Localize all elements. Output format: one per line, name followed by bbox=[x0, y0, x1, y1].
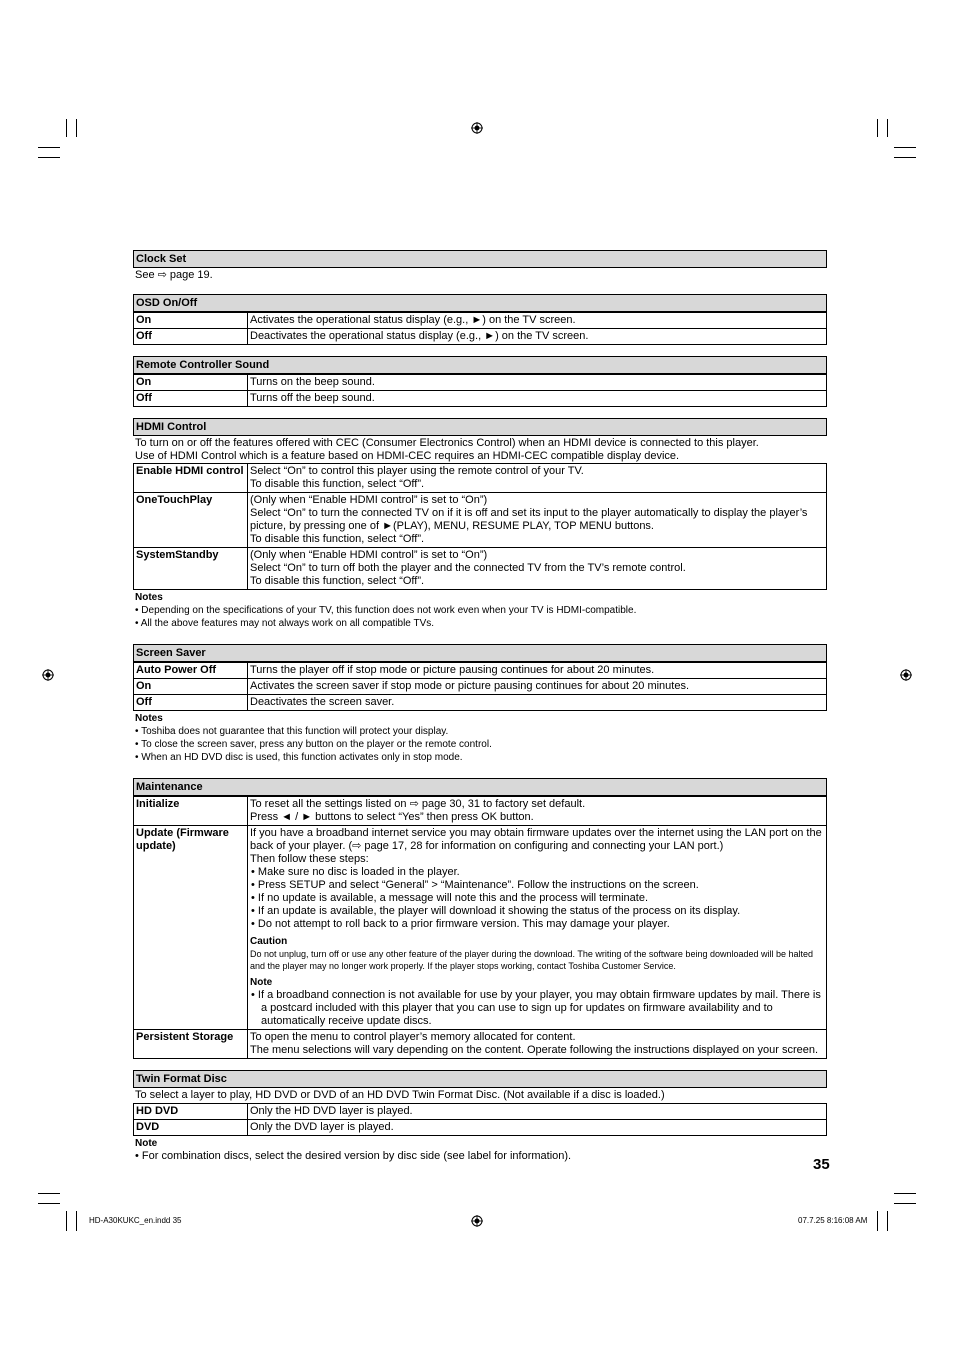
crop-mark bbox=[76, 1211, 77, 1231]
table-row bbox=[134, 695, 827, 711]
desc-line: The menu selections will vary depending on the content. Operate following the instructions displayed on your screen. bbox=[250, 1044, 819, 1056]
table-row bbox=[134, 329, 827, 345]
clock-set-reference: See ⇨ page 19. bbox=[135, 269, 213, 281]
option-key: On bbox=[134, 313, 248, 329]
registration-mark-icon bbox=[471, 1215, 483, 1227]
desc-line: To disable this function, select “Off”. bbox=[250, 478, 425, 490]
crop-mark bbox=[76, 119, 77, 137]
option-key: DVD bbox=[134, 1120, 248, 1136]
option-key: Auto Power Off bbox=[134, 663, 248, 679]
step-item: • If an update is available, the player will download it showing the status of the process on its display. bbox=[251, 905, 741, 917]
option-desc bbox=[248, 826, 827, 1030]
option-desc: Deactivates the screen saver. bbox=[248, 695, 827, 711]
caution-text: Do not unplug, turn off or use any other feature of the player during the download. The writing of the software being downloaded will be halted and the player may no longer work properly. If the player stops working, contact Toshiba Customer Service. bbox=[250, 949, 814, 971]
desc-line: Select “On” to control this player using the remote control of your TV. bbox=[250, 465, 584, 477]
crop-mark bbox=[894, 1203, 916, 1204]
option-key: Update (Firmware update) bbox=[134, 826, 248, 1030]
osd-header: OSD On/Off bbox=[133, 294, 827, 312]
crop-mark bbox=[894, 147, 916, 148]
table-row bbox=[134, 679, 827, 695]
table-row bbox=[134, 313, 827, 329]
screen-saver-header: Screen Saver bbox=[133, 644, 827, 662]
note-item: • For combination discs, select the desired version by disc side (see label for information). bbox=[135, 1150, 572, 1162]
table-row bbox=[134, 1120, 827, 1136]
maintenance-header: Maintenance bbox=[133, 778, 827, 796]
note-item: • If a broadband connection is not available for use by your player, you may obtain firmware updates by mail. There is a postcard included with this player that you can use to sign up for updates on firmware availability and to automatically receive update discs. bbox=[251, 989, 821, 1027]
option-key: HD DVD bbox=[134, 1104, 248, 1120]
desc-line: Select “On” to turn the connected TV on if it is off and set its input to the player automatically to display the player’s picture, by pressing one of ►(PLAY), MENU, RESUME PLAY, TOP MENU buttons. bbox=[250, 507, 808, 532]
crop-mark bbox=[66, 119, 67, 137]
remote-sound-table bbox=[133, 374, 827, 407]
option-desc bbox=[248, 1030, 827, 1059]
crop-mark bbox=[38, 147, 60, 148]
caution-title: Caution bbox=[250, 936, 288, 947]
hdmi-intro-line: Use of HDMI Control which is a feature based on HDMI-CEC requires an HDMI-CEC compatible display device. bbox=[135, 450, 680, 462]
option-desc: Turns the player off if stop mode or picture pausing continues for about 20 minutes. bbox=[248, 663, 827, 679]
screen-saver-section bbox=[133, 644, 827, 764]
option-key: Enable HDMI control bbox=[134, 464, 248, 493]
desc-line: If you have a broadband internet service you may obtain firmware updates over the internet using the LAN port on the back of your player. (⇨ page 17, 28 for information on configuring and connecting your LAN port.) bbox=[250, 827, 822, 852]
step-item: • Make sure no disc is loaded in the player. bbox=[251, 866, 460, 878]
crop-mark bbox=[887, 119, 888, 137]
step-item: • If no update is available, a message will note this and the process will terminate. bbox=[251, 892, 649, 904]
osd-section bbox=[133, 294, 827, 345]
option-desc: Deactivates the operational status display (e.g., ►) on the TV screen. bbox=[248, 329, 827, 345]
option-desc bbox=[248, 797, 827, 826]
table-row bbox=[134, 464, 827, 493]
option-key: Off bbox=[134, 329, 248, 345]
option-desc: Activates the screen saver if stop mode or picture pausing continues for about 20 minutes. bbox=[248, 679, 827, 695]
note-item: • All the above features may not always work on all compatible TVs. bbox=[135, 618, 435, 629]
clock-set-section bbox=[133, 250, 827, 283]
desc-line: Then follow these steps: bbox=[250, 853, 369, 865]
osd-table bbox=[133, 312, 827, 345]
option-key: OneTouchPlay bbox=[134, 493, 248, 548]
option-key: SystemStandby bbox=[134, 548, 248, 590]
hdmi-table bbox=[133, 463, 827, 590]
twin-format-header: Twin Format Disc bbox=[133, 1070, 827, 1088]
crop-mark bbox=[877, 1211, 878, 1231]
table-row bbox=[134, 1030, 827, 1059]
desc-line: To open the menu to control player’s memory allocated for content. bbox=[250, 1031, 576, 1043]
option-desc bbox=[248, 464, 827, 493]
remote-sound-header: Remote Controller Sound bbox=[133, 356, 827, 374]
note-item: • Toshiba does not guarantee that this function will protect your display. bbox=[135, 726, 449, 737]
desc-line: (Only when “Enable HDMI control” is set to “On”) bbox=[250, 549, 488, 561]
step-item: • Press SETUP and select “General” > “Maintenance”. Follow the instructions on the screen. bbox=[251, 879, 699, 891]
table-row bbox=[134, 797, 827, 826]
desc-line: Press ◄ / ► buttons to select “Yes” then press OK button. bbox=[250, 811, 534, 823]
crop-mark bbox=[38, 157, 60, 158]
hdmi-intro-line: To turn on or off the features offered with CEC (Consumer Electronics Control) when an HDMI device is connected to this player. bbox=[135, 437, 759, 449]
twin-format-intro: To select a layer to play, HD DVD or DVD of an HD DVD Twin Format Disc. (Not available if a disc is loaded.) bbox=[135, 1089, 665, 1101]
table-row bbox=[134, 663, 827, 679]
registration-mark-icon bbox=[42, 669, 54, 681]
crop-mark bbox=[894, 1193, 916, 1194]
desc-line: To disable this function, select “Off”. bbox=[250, 533, 425, 545]
notes-title: Notes bbox=[135, 713, 163, 724]
table-row bbox=[134, 548, 827, 590]
remote-sound-section bbox=[133, 356, 827, 407]
twin-format-section bbox=[133, 1070, 827, 1163]
crop-mark bbox=[894, 157, 916, 158]
note-title: Note bbox=[250, 977, 273, 988]
hdmi-control-header: HDMI Control bbox=[133, 418, 827, 436]
table-row bbox=[134, 493, 827, 548]
option-desc: Activates the operational status display (e.g., ►) on the TV screen. bbox=[248, 313, 827, 329]
table-row bbox=[134, 375, 827, 391]
desc-line: To reset all the settings listed on ⇨ page 30, 31 to factory set default. bbox=[250, 798, 586, 810]
maintenance-table bbox=[133, 796, 827, 1059]
hdmi-intro bbox=[133, 436, 827, 463]
table-row bbox=[134, 1104, 827, 1120]
hdmi-control-section bbox=[133, 418, 827, 630]
desc-line: Select “On” to turn off both the player and the connected TV from the TV’s remote control. bbox=[250, 562, 686, 574]
footer-filename: HD-A30KUKC_en.indd 35 bbox=[89, 1216, 182, 1225]
crop-mark bbox=[887, 1211, 888, 1231]
page-number: 35 bbox=[813, 1156, 830, 1173]
notes-title: Notes bbox=[135, 592, 163, 603]
option-key: Off bbox=[134, 695, 248, 711]
settings-content bbox=[133, 250, 827, 1174]
option-desc: Only the DVD layer is played. bbox=[248, 1120, 827, 1136]
note-title: Note bbox=[135, 1138, 158, 1149]
crop-mark bbox=[38, 1203, 60, 1204]
crop-mark bbox=[66, 1211, 67, 1231]
table-row bbox=[134, 391, 827, 407]
note-item: • When an HD DVD disc is used, this function activates only in stop mode. bbox=[135, 752, 463, 763]
crop-mark bbox=[877, 119, 878, 137]
option-key: Persistent Storage bbox=[134, 1030, 248, 1059]
crop-mark bbox=[38, 1193, 60, 1194]
step-item: • Do not attempt to roll back to a prior firmware version. This may damage your player. bbox=[251, 918, 670, 930]
screen-saver-table bbox=[133, 662, 827, 711]
option-desc bbox=[248, 493, 827, 548]
registration-mark-icon bbox=[900, 669, 912, 681]
option-desc bbox=[248, 548, 827, 590]
option-key: On bbox=[134, 679, 248, 695]
note-item: • Depending on the specifications of your TV, this function does not work even when your TV is HDMI-compatible. bbox=[135, 605, 637, 616]
maintenance-section bbox=[133, 778, 827, 1059]
option-desc: Turns on the beep sound. bbox=[248, 375, 827, 391]
note-item: • To close the screen saver, press any button on the player or the remote control. bbox=[135, 739, 492, 750]
option-desc: Only the HD DVD layer is played. bbox=[248, 1104, 827, 1120]
registration-mark-icon bbox=[471, 122, 483, 134]
option-key: On bbox=[134, 375, 248, 391]
twin-format-table bbox=[133, 1103, 827, 1136]
desc-line: To disable this function, select “Off”. bbox=[250, 575, 425, 587]
option-desc: Turns off the beep sound. bbox=[248, 391, 827, 407]
option-key: Off bbox=[134, 391, 248, 407]
option-key: Initialize bbox=[134, 797, 248, 826]
clock-set-header: Clock Set bbox=[133, 250, 827, 268]
table-row bbox=[134, 826, 827, 1030]
footer-timestamp: 07.7.25 8:16:08 AM bbox=[798, 1216, 868, 1225]
desc-line: (Only when “Enable HDMI control” is set to “On”) bbox=[250, 494, 488, 506]
